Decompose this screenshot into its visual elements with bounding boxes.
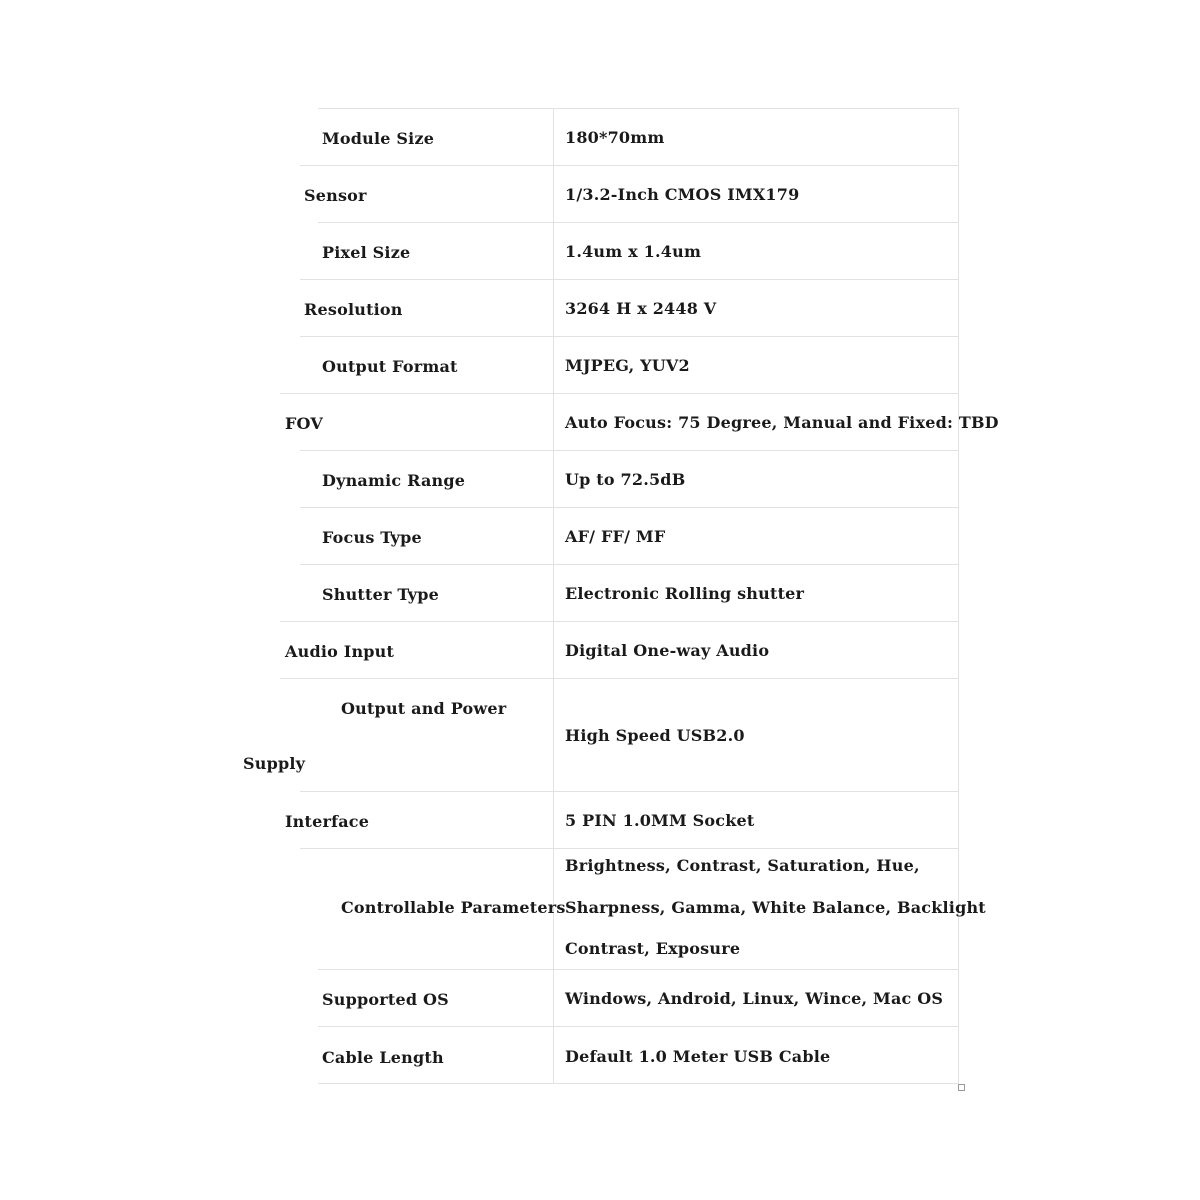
row-border (318, 1083, 959, 1084)
spec-label-controllable-parameters: Controllable Parameters (341, 898, 566, 917)
spec-label-sensor: Sensor (304, 186, 367, 205)
spec-value-resolution: 3264 H x 2448 V (565, 299, 717, 318)
spec-label-shutter-type: Shutter Type (322, 585, 439, 604)
spec-value-sensor: 1/3.2-Inch CMOS IMX179 (565, 185, 800, 204)
spec-value-interface: 5 PIN 1.0MM Socket (565, 811, 755, 830)
row-border (300, 791, 959, 792)
row-border (318, 108, 959, 109)
spec-label-resolution: Resolution (304, 300, 403, 319)
spec-value-controllable-parameters-line2: Sharpness, Gamma, White Balance, Backlight (565, 898, 986, 917)
spec-value-audio-input: Digital One-way Audio (565, 641, 770, 660)
row-border (300, 507, 959, 508)
row-border (280, 621, 959, 622)
spec-label-cable-length: Cable Length (322, 1048, 444, 1067)
row-border (280, 393, 959, 394)
spec-label-pixel-size: Pixel Size (322, 243, 411, 262)
spec-value-module-size: 180*70mm (565, 128, 665, 147)
spec-label-audio-input: Audio Input (285, 642, 395, 661)
spec-label-fov: FOV (285, 414, 324, 433)
row-border (300, 564, 959, 565)
row-border (300, 336, 959, 337)
spec-value-output-and-power: High Speed USB2.0 (565, 726, 745, 745)
spec-value-focus-type: AF/ FF/ MF (565, 527, 666, 546)
spec-value-shutter-type: Electronic Rolling shutter (565, 584, 805, 603)
row-border (318, 1026, 959, 1027)
row-border (280, 678, 959, 679)
row-border (300, 450, 959, 451)
row-border (300, 165, 959, 166)
spec-value-cable-length: Default 1.0 Meter USB Cable (565, 1047, 831, 1066)
spec-label-dynamic-range: Dynamic Range (322, 471, 466, 490)
row-border (300, 279, 959, 280)
row-border (318, 969, 959, 970)
row-border (318, 222, 959, 223)
spec-value-dynamic-range: Up to 72.5dB (565, 470, 686, 489)
spec-value-output-format: MJPEG, YUV2 (565, 356, 690, 375)
spec-label-output-and-power-line1: Output and Power (341, 699, 507, 718)
spec-label-output-and-power-line2: Supply (243, 754, 306, 773)
column-divider (553, 108, 554, 1084)
row-border (300, 848, 959, 849)
spec-value-controllable-parameters-line3: Contrast, Exposure (565, 939, 741, 958)
table-right-border (958, 108, 959, 1084)
table-resize-handle[interactable] (958, 1084, 965, 1091)
spec-label-interface: Interface (285, 812, 370, 831)
spec-label-module-size: Module Size (322, 129, 435, 148)
spec-value-fov: Auto Focus: 75 Degree, Manual and Fixed: TBD (565, 413, 999, 432)
spec-label-focus-type: Focus Type (322, 528, 422, 547)
spec-label-output-format: Output Format (322, 357, 458, 376)
spec-value-pixel-size: 1.4um x 1.4um (565, 242, 702, 261)
spec-label-supported-os: Supported OS (322, 990, 449, 1009)
spec-value-supported-os: Windows, Android, Linux, Wince, Mac OS (565, 989, 944, 1008)
spec-value-controllable-parameters-line1: Brightness, Contrast, Saturation, Hue, (565, 856, 920, 875)
